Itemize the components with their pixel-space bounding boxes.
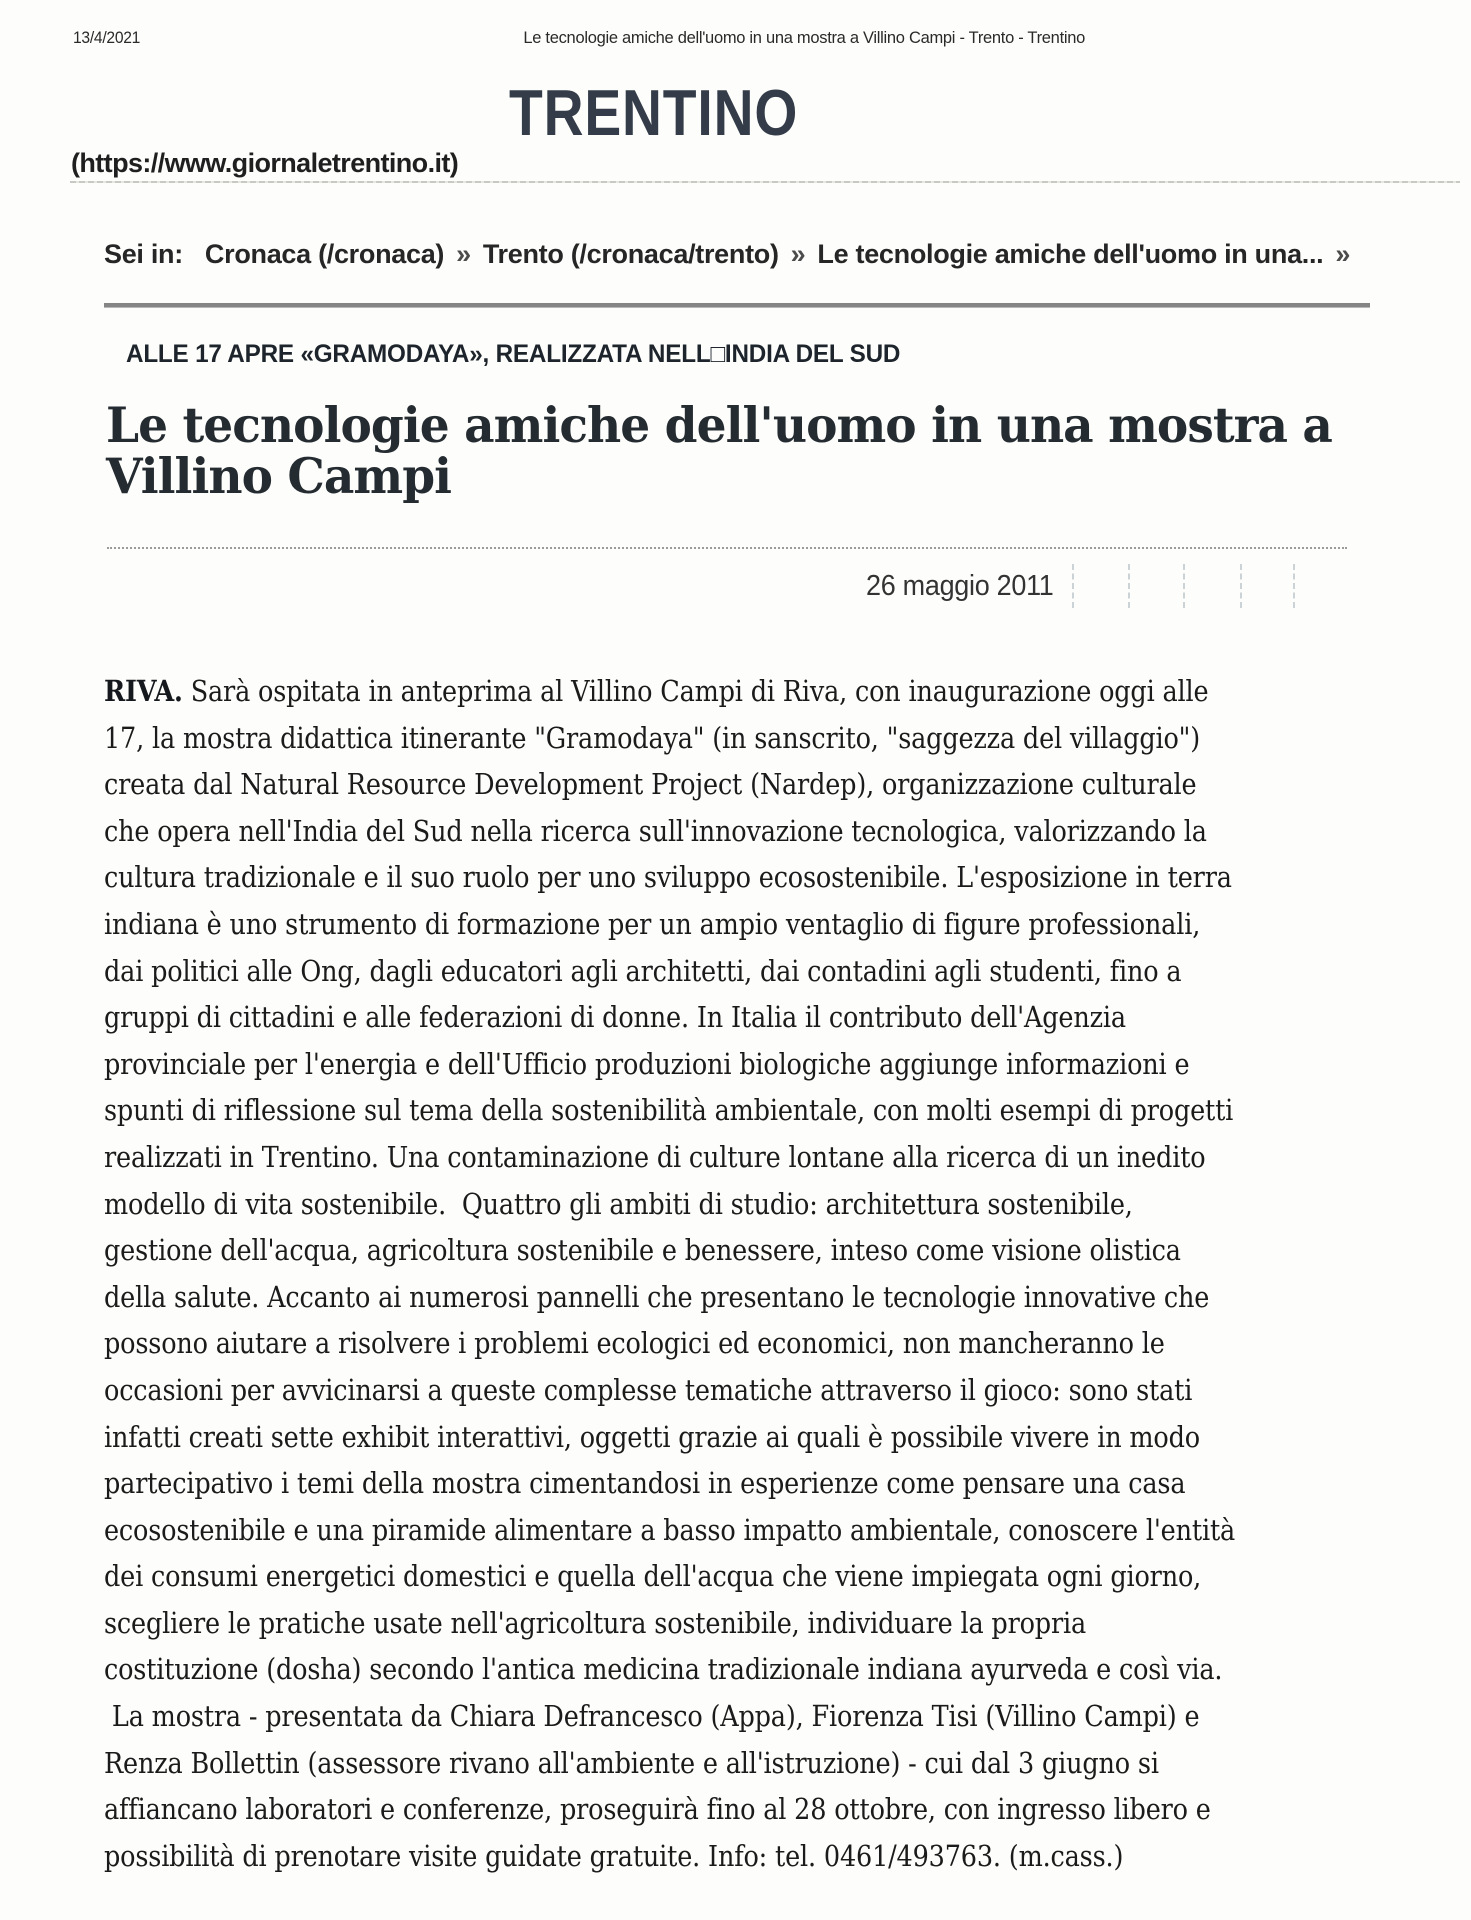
breadcrumb-group	[817, 239, 1362, 269]
headline-line-1: Le tecnologie amiche dell'uomo in una mostra a	[106, 396, 1332, 454]
body-line: ecosostenibile e una piramide alimentare a basso impatto ambientale, conoscere l'entità	[104, 1512, 1236, 1547]
breadcrumb-item: Le tecnologie amiche dell'uomo in una...	[817, 239, 1324, 269]
share-divider	[1072, 564, 1074, 608]
body-lines	[104, 715, 1389, 1880]
body-line: provinciale per l'energia e dell'Ufficio produzioni biologiche aggiunge informazioni e	[104, 1046, 1190, 1081]
body-first-line-text: Sarà ospitata in anteprima al Villino Campi di Riva, con inaugurazione oggi alle	[182, 674, 1209, 708]
body-line: 17, la mostra didattica itinerante "Gramodaya" (in sanscrito, "saggezza del villaggio")	[104, 720, 1201, 755]
trentino-logo: TRENTINO	[509, 76, 799, 149]
body-line: occasioni per avvicinarsi a queste complesse tematiche attraverso il gioco: sono stati	[104, 1372, 1193, 1407]
breadcrumb-group	[483, 239, 818, 269]
share-divider	[1293, 564, 1295, 608]
body-line: partecipativo i temi della mostra cimentandosi in esperienze come pensare una casa	[104, 1466, 1186, 1501]
body-line: La mostra - presentata da Chiara Defrancesco (Appa), Fiorenza Tisi (Villino Campi) e	[104, 1699, 1200, 1734]
share-divider	[1183, 564, 1185, 608]
print-header-title: Le tecnologie amiche dell'uomo in una mostra a Villino Campi - Trento - Trentino	[523, 28, 1085, 47]
share-divider	[1240, 564, 1242, 608]
headline-line-2: Villino Campi	[106, 447, 452, 505]
dateline: RIVA.	[104, 674, 183, 708]
share-divider	[1128, 564, 1130, 608]
body-first-line	[104, 668, 1389, 715]
body-line: spunti di riflessione sul tema della sostenibilità ambientale, con molti esempi di progetti	[104, 1093, 1234, 1128]
article-headline	[106, 396, 1332, 505]
body-line: Renza Bollettin (assessore rivano all'ambiente e all'istruzione) - cui dal 3 giugno si	[104, 1745, 1159, 1780]
share-button-strip	[1072, 564, 1332, 608]
body-line: possono aiutare a risolvere i problemi ecologici ed economici, non mancheranno le	[104, 1326, 1165, 1361]
breadcrumb-prefix: Sei in:	[104, 239, 183, 269]
body-line: che opera nell'India del Sud nella ricerca sull'innovazione tecnologica, valorizzando la	[104, 813, 1207, 848]
body-line: modello di vita sostenibile. Quattro gli ambiti di studio: architettura sostenibile,	[104, 1186, 1133, 1221]
breadcrumb-group	[205, 239, 483, 269]
article-date: 26 maggio 2011	[866, 570, 1054, 602]
breadcrumb-divider	[104, 303, 1370, 307]
body-line: affiancano laboratori e conferenze, proseguirà fino al 28 ottobre, con ingresso libero e	[104, 1792, 1211, 1827]
breadcrumb-separator-icon: »	[456, 239, 471, 269]
article-kicker: ALLE 17 APRE «GRAMODAYA», REALIZZATA NELL□INDIA DEL SUD	[126, 340, 901, 368]
breadcrumb-separator-icon: »	[790, 239, 806, 269]
headline-divider	[107, 547, 1347, 549]
breadcrumb-item: Trento (/cronaca/trento)	[482, 239, 779, 269]
breadcrumb-item: Cronaca (/cronaca)	[204, 239, 445, 269]
body-line: possibilità di prenotare visite guidate gratuite. Info: tel. 0461/493763. (m.cass.)	[104, 1838, 1124, 1873]
body-line: scegliere le pratiche usate nell'agricoltura sostenibile, individuare la propria	[104, 1605, 1087, 1640]
body-line: gestione dell'acqua, agricoltura sostenibile e benessere, inteso come visione olistica	[104, 1233, 1181, 1268]
print-header-date: 13/4/2021	[73, 28, 141, 47]
breadcrumb-items	[205, 239, 1362, 269]
body-line: dai politici alle Ong, dagli educatori agli architetti, dai contadini agli studenti, fino a	[104, 953, 1182, 988]
body-line: della salute. Accanto ai numerosi pannelli che presentano le tecnologie innovative che	[104, 1279, 1210, 1314]
body-line: gruppi di cittadini e alle federazioni di donne. In Italia il contributo dell'Agenzia	[104, 1000, 1126, 1035]
body-line: cultura tradizionale e il suo ruolo per uno sviluppo ecosostenibile. L'esposizione in terra	[104, 860, 1232, 895]
body-line: dei consumi energetici domestici e quella dell'acqua che viene impiegata ogni giorno,	[104, 1559, 1202, 1594]
body-line: costituzione (dosha) secondo l'antica medicina tradizionale indiana ayurveda e così via.	[104, 1652, 1223, 1687]
site-url-link: (https://www.giornaletrentino.it)	[71, 148, 459, 178]
body-line: infatti creati sette exhibit interattivi, oggetti grazie ai quali è possibile vivere in modo	[104, 1419, 1200, 1454]
article-body	[104, 668, 1389, 1879]
body-line: indiana è uno strumento di formazione per un ampio ventaglio di figure professionali,	[104, 906, 1201, 941]
breadcrumb	[104, 226, 1389, 282]
body-line: realizzati in Trentino. Una contaminazione di culture lontane alla ricerca di un inedito	[104, 1139, 1206, 1174]
body-line: creata dal Natural Resource Development Project (Nardep), organizzazione culturale	[104, 767, 1197, 802]
breadcrumb-separator-icon: »	[1335, 239, 1351, 269]
masthead-divider	[70, 181, 1460, 183]
